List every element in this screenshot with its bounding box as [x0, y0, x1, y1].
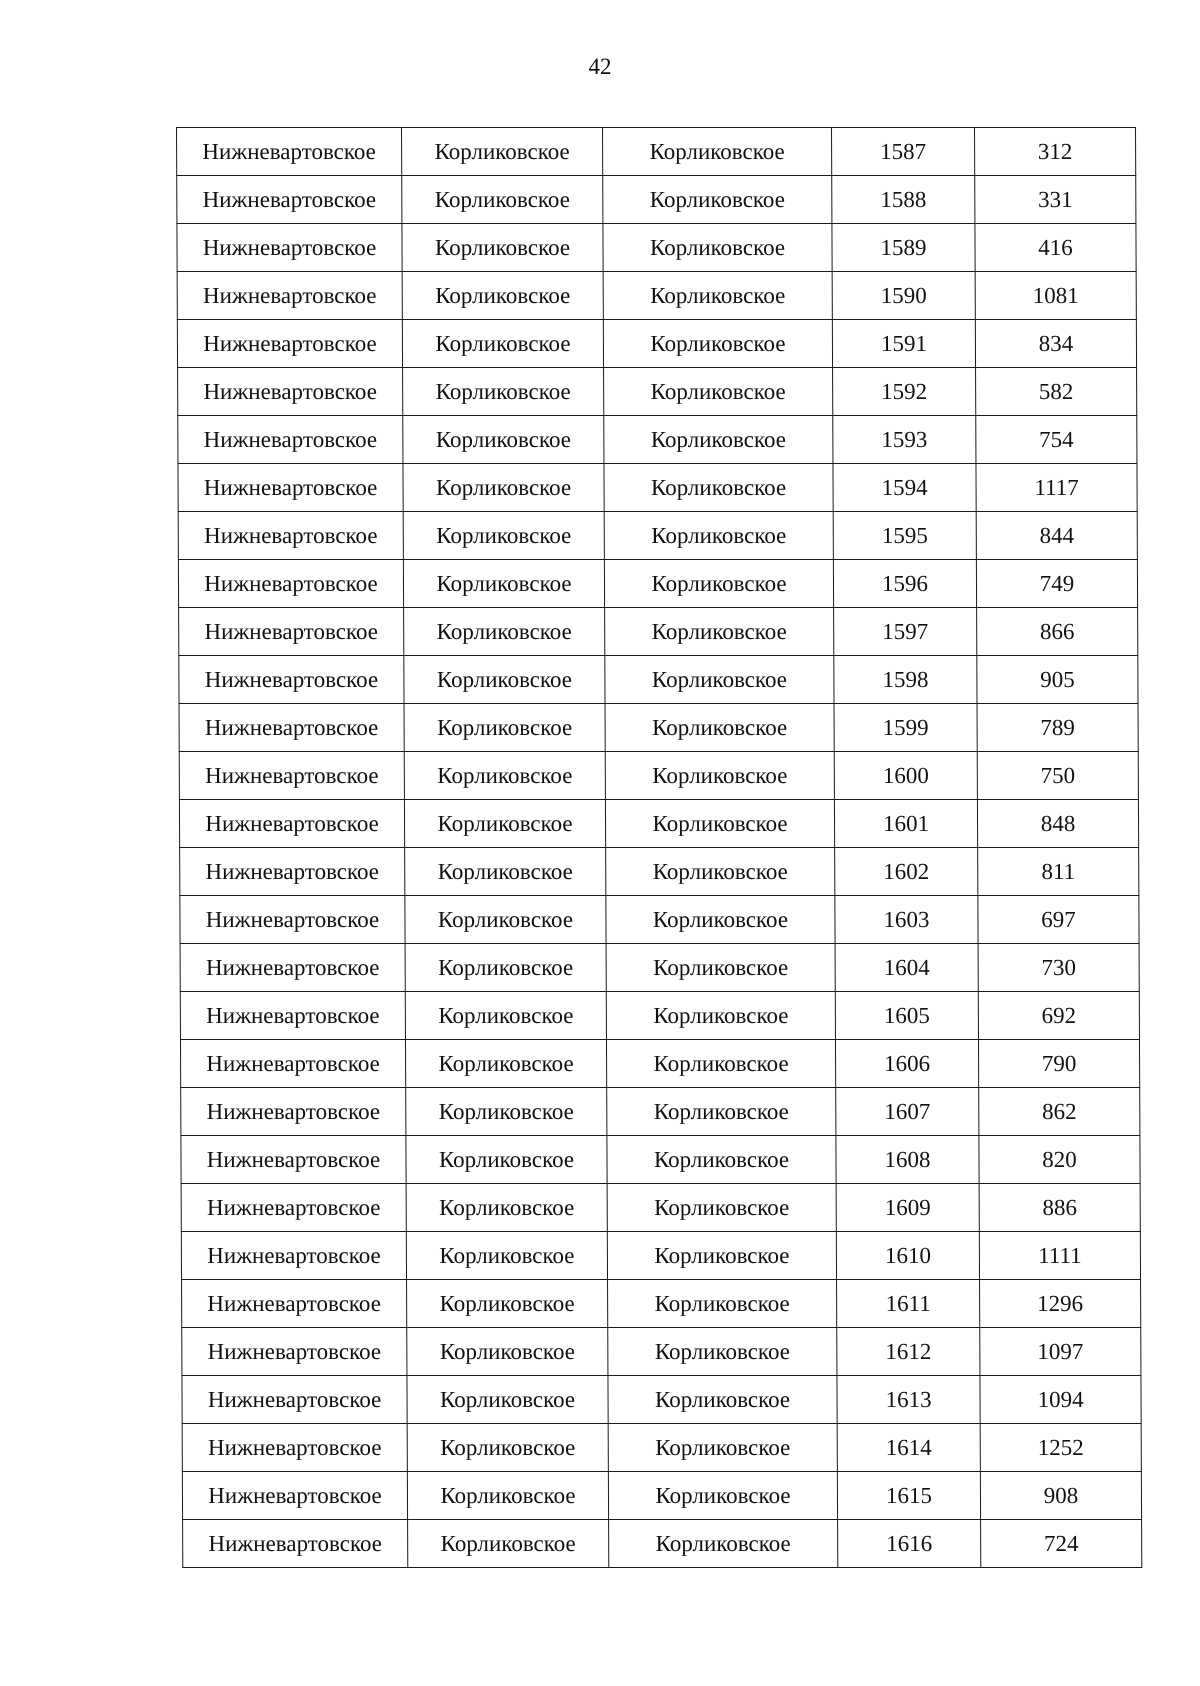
table-row	[177, 128, 1136, 176]
district-cell: Нижневартовское	[181, 1232, 406, 1280]
field-cell: Корликовское	[407, 1376, 608, 1424]
value-cell: 862	[979, 1088, 1140, 1136]
table-row	[181, 1184, 1140, 1232]
table-row	[178, 464, 1137, 512]
site-cell: Корликовское	[604, 464, 833, 512]
field-cell: Корликовское	[405, 896, 606, 944]
value-cell: 820	[979, 1136, 1140, 1184]
number-cell: 1604	[835, 944, 978, 992]
table-row	[179, 608, 1138, 656]
district-cell: Нижневартовское	[178, 368, 403, 416]
site-cell: Корликовское	[604, 368, 833, 416]
field-cell: Корликовское	[402, 128, 603, 176]
site-cell: Корликовское	[605, 608, 834, 656]
field-cell: Корликовское	[406, 1184, 607, 1232]
field-cell: Корликовское	[407, 1280, 608, 1328]
value-cell: 730	[978, 944, 1139, 992]
table-row	[182, 1376, 1141, 1424]
number-cell: 1601	[834, 800, 977, 848]
number-cell: 1597	[834, 608, 977, 656]
field-cell: Корликовское	[403, 416, 604, 464]
district-cell: Нижневартовское	[177, 272, 402, 320]
field-cell: Корликовское	[407, 1424, 608, 1472]
value-cell: 750	[977, 752, 1138, 800]
value-cell: 811	[978, 848, 1139, 896]
number-cell: 1614	[837, 1424, 980, 1472]
field-cell: Корликовское	[404, 704, 605, 752]
district-cell: Нижневартовское	[179, 800, 404, 848]
district-cell: Нижневартовское	[182, 1328, 407, 1376]
number-cell: 1609	[836, 1184, 979, 1232]
number-cell: 1588	[832, 176, 975, 224]
site-cell: Корликовское	[605, 752, 834, 800]
district-cell: Нижневартовское	[179, 752, 404, 800]
field-cell: Корликовское	[405, 992, 606, 1040]
table-body	[177, 128, 1142, 1568]
number-cell: 1606	[835, 1040, 978, 1088]
district-cell: Нижневартовское	[182, 1376, 407, 1424]
field-cell: Корликовское	[406, 1232, 607, 1280]
district-cell: Нижневартовское	[180, 896, 405, 944]
value-cell: 886	[979, 1184, 1140, 1232]
number-cell: 1613	[837, 1376, 980, 1424]
value-cell: 331	[975, 176, 1136, 224]
number-cell: 1607	[836, 1088, 979, 1136]
number-cell: 1595	[833, 512, 976, 560]
value-cell: 848	[977, 800, 1138, 848]
number-cell: 1608	[836, 1136, 979, 1184]
field-cell: Корликовское	[403, 560, 604, 608]
site-cell: Корликовское	[603, 272, 832, 320]
table-row	[180, 992, 1139, 1040]
site-cell: Корликовское	[603, 128, 832, 176]
district-cell: Нижневартовское	[181, 1088, 406, 1136]
table-row	[180, 944, 1139, 992]
site-cell: Корликовское	[605, 800, 834, 848]
table-row	[182, 1424, 1141, 1472]
district-cell: Нижневартовское	[178, 560, 403, 608]
field-cell: Корликовское	[402, 320, 603, 368]
field-cell: Корликовское	[405, 848, 606, 896]
district-cell: Нижневартовское	[181, 1136, 406, 1184]
site-cell: Корликовское	[603, 176, 832, 224]
site-cell: Корликовское	[606, 992, 835, 1040]
site-cell: Корликовское	[609, 1520, 838, 1568]
value-cell: 834	[975, 320, 1136, 368]
table-row	[179, 704, 1138, 752]
site-cell: Корликовское	[607, 1136, 836, 1184]
site-cell: Корликовское	[606, 896, 835, 944]
table-row	[178, 368, 1137, 416]
value-cell: 1094	[980, 1376, 1141, 1424]
field-cell: Корликовское	[405, 944, 606, 992]
field-cell: Корликовское	[403, 464, 604, 512]
site-cell: Корликовское	[607, 1184, 836, 1232]
value-cell: 1111	[979, 1232, 1140, 1280]
number-cell: 1596	[833, 560, 976, 608]
value-cell: 1296	[980, 1280, 1141, 1328]
field-cell: Корликовское	[406, 1136, 607, 1184]
site-cell: Корликовское	[608, 1472, 837, 1520]
value-cell: 754	[976, 416, 1137, 464]
number-cell: 1594	[833, 464, 976, 512]
district-cell: Нижневартовское	[179, 608, 404, 656]
number-cell: 1587	[832, 128, 975, 176]
district-cell: Нижневартовское	[180, 1040, 405, 1088]
site-cell: Корликовское	[608, 1280, 837, 1328]
district-cell: Нижневартовское	[178, 464, 403, 512]
table-row	[181, 1136, 1140, 1184]
field-cell: Корликовское	[404, 656, 605, 704]
value-cell: 582	[976, 368, 1137, 416]
site-cell: Корликовское	[606, 1040, 835, 1088]
site-cell: Корликовское	[604, 416, 833, 464]
number-cell: 1615	[837, 1472, 980, 1520]
district-cell: Нижневартовское	[178, 512, 403, 560]
field-cell: Корликовское	[402, 176, 603, 224]
value-cell: 844	[976, 512, 1137, 560]
district-cell: Нижневартовское	[177, 176, 402, 224]
number-cell: 1599	[834, 704, 977, 752]
district-cell: Нижневартовское	[181, 1184, 406, 1232]
site-cell: Корликовское	[603, 320, 832, 368]
table-row	[178, 416, 1137, 464]
page-number: 42	[588, 54, 612, 79]
value-cell: 724	[981, 1520, 1142, 1568]
table-row	[183, 1520, 1142, 1568]
data-table	[176, 127, 1142, 1568]
table-row	[179, 800, 1138, 848]
value-cell: 312	[975, 128, 1136, 176]
district-cell: Нижневартовское	[179, 704, 404, 752]
table-row	[182, 1280, 1141, 1328]
number-cell: 1610	[836, 1232, 979, 1280]
field-cell: Корликовское	[405, 1040, 606, 1088]
field-cell: Корликовское	[404, 608, 605, 656]
value-cell: 1117	[976, 464, 1137, 512]
site-cell: Корликовское	[605, 704, 834, 752]
district-cell: Нижневартовское	[180, 992, 405, 1040]
number-cell: 1611	[837, 1280, 980, 1328]
table-row	[178, 512, 1137, 560]
number-cell: 1598	[834, 656, 977, 704]
site-cell: Корликовское	[607, 1232, 836, 1280]
number-cell: 1616	[838, 1520, 981, 1568]
value-cell: 866	[977, 608, 1138, 656]
table-row	[177, 176, 1136, 224]
field-cell: Корликовское	[404, 800, 605, 848]
value-cell: 905	[977, 656, 1138, 704]
site-cell: Корликовское	[608, 1328, 837, 1376]
table-row	[181, 1232, 1140, 1280]
table-row	[178, 560, 1137, 608]
field-cell: Корликовское	[407, 1328, 608, 1376]
number-cell: 1602	[835, 848, 978, 896]
value-cell: 1252	[980, 1424, 1141, 1472]
number-cell: 1612	[837, 1328, 980, 1376]
table-row	[182, 1328, 1141, 1376]
district-cell: Нижневартовское	[177, 128, 402, 176]
field-cell: Корликовское	[402, 224, 603, 272]
site-cell: Корликовское	[604, 512, 833, 560]
district-cell: Нижневартовское	[182, 1424, 407, 1472]
district-cell: Нижневартовское	[182, 1280, 407, 1328]
site-cell: Корликовское	[605, 656, 834, 704]
value-cell: 697	[978, 896, 1139, 944]
field-cell: Корликовское	[403, 512, 604, 560]
district-cell: Нижневартовское	[177, 320, 402, 368]
value-cell: 749	[976, 560, 1137, 608]
site-cell: Корликовское	[606, 944, 835, 992]
site-cell: Корликовское	[608, 1424, 837, 1472]
field-cell: Корликовское	[404, 752, 605, 800]
field-cell: Корликовское	[402, 272, 603, 320]
district-cell: Нижневартовское	[177, 224, 402, 272]
table-row	[179, 656, 1138, 704]
number-cell: 1600	[834, 752, 977, 800]
district-cell: Нижневартовское	[178, 416, 403, 464]
table-row	[182, 1472, 1141, 1520]
field-cell: Корликовское	[406, 1088, 607, 1136]
table-row	[179, 752, 1138, 800]
table-row	[180, 848, 1139, 896]
district-cell: Нижневартовское	[182, 1472, 407, 1520]
field-cell: Корликовское	[403, 368, 604, 416]
value-cell: 1081	[975, 272, 1136, 320]
table-row	[177, 320, 1136, 368]
district-cell: Нижневартовское	[180, 848, 405, 896]
value-cell: 692	[978, 992, 1139, 1040]
number-cell: 1592	[833, 368, 976, 416]
number-cell: 1593	[833, 416, 976, 464]
table-row	[180, 896, 1139, 944]
site-cell: Корликовское	[604, 560, 833, 608]
site-cell: Корликовское	[606, 848, 835, 896]
table-row	[177, 224, 1136, 272]
site-cell: Корликовское	[607, 1088, 836, 1136]
table-row	[180, 1040, 1139, 1088]
district-cell: Нижневартовское	[180, 944, 405, 992]
value-cell: 416	[975, 224, 1136, 272]
value-cell: 908	[980, 1472, 1141, 1520]
district-cell: Нижневартовское	[183, 1520, 408, 1568]
district-cell: Нижневартовское	[179, 656, 404, 704]
table-row	[177, 272, 1136, 320]
number-cell: 1591	[832, 320, 975, 368]
site-cell: Корликовское	[608, 1376, 837, 1424]
field-cell: Корликовское	[408, 1520, 609, 1568]
number-cell: 1589	[832, 224, 975, 272]
number-cell: 1603	[835, 896, 978, 944]
value-cell: 1097	[980, 1328, 1141, 1376]
value-cell: 790	[978, 1040, 1139, 1088]
field-cell: Корликовское	[407, 1472, 608, 1520]
site-cell: Корликовское	[603, 224, 832, 272]
value-cell: 789	[977, 704, 1138, 752]
number-cell: 1605	[835, 992, 978, 1040]
table-row	[181, 1088, 1140, 1136]
number-cell: 1590	[832, 272, 975, 320]
